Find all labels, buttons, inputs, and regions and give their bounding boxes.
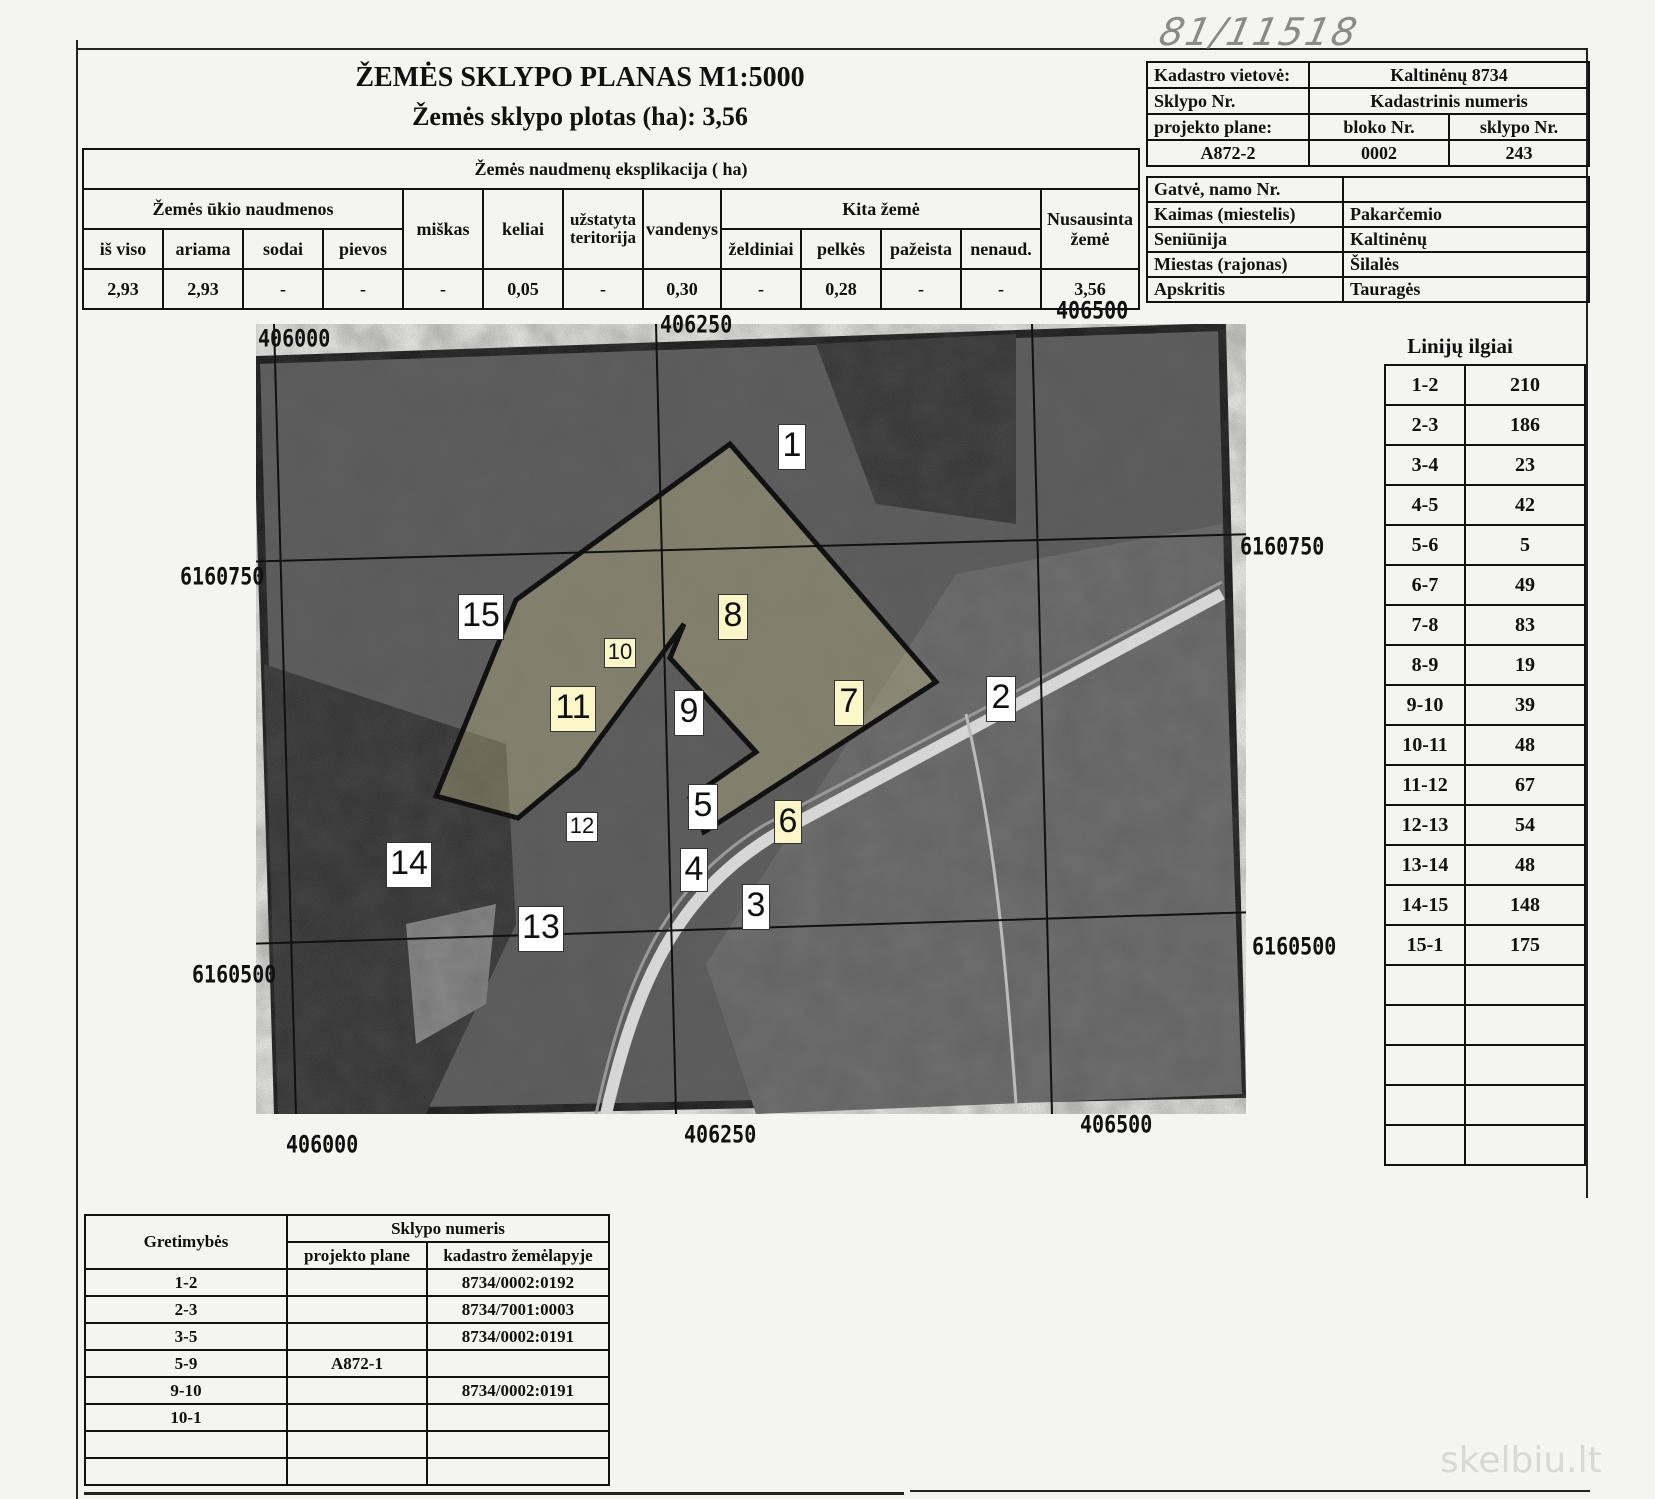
point-label-15: 15	[458, 594, 504, 640]
length-cell: 186	[1465, 405, 1585, 445]
neigh-seg: 3-5	[85, 1323, 287, 1350]
segment-cell: 5-6	[1385, 525, 1465, 565]
segment-cell: 7-8	[1385, 605, 1465, 645]
neigh-cad: 8734/0002:0192	[427, 1269, 609, 1296]
value-cell: -	[563, 269, 643, 309]
length-cell: 42	[1465, 485, 1585, 525]
empty-cell	[85, 1431, 287, 1458]
length-cell: 5	[1465, 525, 1585, 565]
segment-cell: 11-12	[1385, 765, 1465, 805]
green-header: želdiniai	[721, 229, 801, 269]
neigh-cad: 8734/0002:0191	[427, 1377, 609, 1404]
empty-cell	[85, 1458, 287, 1485]
length-cell: 39	[1465, 685, 1585, 725]
segment-cell: 15-1	[1385, 925, 1465, 965]
neigh-seg: 2-3	[85, 1296, 287, 1323]
cad-number-label: Kadastrinis numeris	[1309, 88, 1589, 114]
coord-y-left-6160750: 6160750	[180, 561, 265, 591]
neigh-seg: 10-1	[85, 1404, 287, 1431]
address-value: Šilalės	[1343, 252, 1589, 277]
point-label-2: 2	[986, 676, 1016, 722]
value-cell: 0,05	[483, 269, 563, 309]
segment-cell: 2-3	[1385, 405, 1465, 445]
bottom-line-right	[910, 1490, 1590, 1492]
value-cell: -	[961, 269, 1041, 309]
coord-x-bottom-406500: 406500	[1080, 1109, 1153, 1139]
length-cell: 83	[1465, 605, 1585, 645]
point-label-12: 12	[566, 812, 598, 842]
water-header: vandenys	[643, 189, 721, 269]
roads-header: keliai	[483, 189, 563, 269]
lines-title: Linijų ilgiai	[1407, 334, 1513, 358]
segment-cell: 12-13	[1385, 805, 1465, 845]
block-label: bloko Nr.	[1309, 114, 1449, 140]
empty-cell	[287, 1458, 427, 1485]
point-label-5: 5	[688, 784, 718, 830]
value-cell: -	[881, 269, 961, 309]
neigh-cad	[427, 1404, 609, 1431]
address-value: Tauragės	[1343, 277, 1589, 302]
plot-label-1: Sklypo Nr.	[1147, 88, 1309, 114]
point-label-10: 10	[604, 638, 636, 668]
total-header: iš viso	[83, 229, 163, 269]
coord-x-bottom-406000: 406000	[286, 1129, 359, 1159]
point-label-9: 9	[674, 690, 704, 736]
neigh-project	[287, 1377, 427, 1404]
empty-cell	[287, 1431, 427, 1458]
frame-top-line	[76, 48, 1588, 50]
plan-title: ŽEMĖS SKLYPO PLANAS M1:5000	[355, 62, 805, 93]
neigh-cad: 8734/0002:0191	[427, 1323, 609, 1350]
empty-cell	[1465, 965, 1585, 1005]
segment-cell: 8-9	[1385, 645, 1465, 685]
neighbours-table	[84, 1214, 610, 1486]
empty-cell	[1385, 1045, 1465, 1085]
length-cell: 19	[1465, 645, 1585, 685]
address-value	[1343, 177, 1589, 202]
explication-values-row	[83, 269, 1139, 309]
value-cell: 3,56	[1041, 269, 1139, 309]
address-label: Kaimas (miestelis)	[1147, 202, 1343, 227]
point-label-1: 1	[778, 424, 806, 470]
coord-x-top-406500: 406500	[1056, 295, 1129, 325]
unused-header: nenaud.	[961, 229, 1041, 269]
neigh-seg: 5-9	[85, 1350, 287, 1377]
point-label-13: 13	[518, 906, 564, 952]
value-cell: 2,93	[163, 269, 243, 309]
neigh-cad	[427, 1350, 609, 1377]
empty-cell	[1385, 1005, 1465, 1045]
empty-cell	[427, 1458, 609, 1485]
length-cell: 148	[1465, 885, 1585, 925]
plot-label-2: projekto plane:	[1147, 114, 1309, 140]
aerial-map	[256, 324, 1246, 1114]
length-cell: 54	[1465, 805, 1585, 845]
value-cell: 0,28	[801, 269, 881, 309]
segment-cell: 9-10	[1385, 685, 1465, 725]
address-label: Gatvė, namo Nr.	[1147, 177, 1343, 202]
coord-x-top-406000: 406000	[258, 323, 331, 353]
coord-x-top-406250: 406250	[660, 309, 733, 339]
address-value: Pakarčemio	[1343, 202, 1589, 227]
point-label-3: 3	[742, 884, 770, 930]
damaged-header: pažeista	[881, 229, 961, 269]
length-cell: 23	[1465, 445, 1585, 485]
empty-cell	[1465, 1125, 1585, 1165]
empty-cell	[1385, 965, 1465, 1005]
value-cell: -	[403, 269, 483, 309]
length-cell: 67	[1465, 765, 1585, 805]
meadows-header: pievos	[323, 229, 403, 269]
neigh-seg: 1-2	[85, 1269, 287, 1296]
arable-header: ariama	[163, 229, 243, 269]
segment-cell: 10-11	[1385, 725, 1465, 765]
segment-cell: 6-7	[1385, 565, 1465, 605]
length-cell: 210	[1465, 365, 1585, 405]
address-value: Kaltinėnų	[1343, 227, 1589, 252]
neigh-project	[287, 1404, 427, 1431]
address-label: Miestas (rajonas)	[1147, 252, 1343, 277]
point-label-4: 4	[680, 848, 708, 892]
length-cell: 48	[1465, 845, 1585, 885]
locality-value: Kaltinėnų 8734	[1309, 62, 1589, 88]
empty-cell	[1465, 1005, 1585, 1045]
empty-cell	[1465, 1045, 1585, 1085]
coord-y-right-6160750: 6160750	[1240, 531, 1325, 561]
locality-label: Kadastro vietovė:	[1147, 62, 1309, 88]
address-label: Seniūnija	[1147, 227, 1343, 252]
line-lengths-table	[1384, 364, 1586, 1166]
segment-cell: 13-14	[1385, 845, 1465, 885]
neigh-project	[287, 1296, 427, 1323]
length-cell: 49	[1465, 565, 1585, 605]
cadastre-table	[1146, 61, 1590, 167]
empty-cell	[1465, 1085, 1585, 1125]
coord-y-left-6160500: 6160500	[192, 959, 277, 989]
point-label-11: 11	[550, 686, 596, 732]
block-value: 0002	[1309, 140, 1449, 166]
neighbours-header: Gretimybės	[85, 1215, 287, 1269]
explication-caption: Žemės naudmenų eksplikacija ( ha)	[83, 149, 1139, 189]
swamps-header: pelkės	[801, 229, 881, 269]
empty-cell	[427, 1431, 609, 1458]
neigh-project: A872-1	[287, 1350, 427, 1377]
plot-number-header: Sklypo numeris	[287, 1215, 609, 1242]
point-label-6: 6	[774, 800, 802, 844]
segment-cell: 14-15	[1385, 885, 1465, 925]
length-cell: 48	[1465, 725, 1585, 765]
bottom-line-left	[84, 1492, 904, 1495]
cadmap-header: kadastro žemėlapyje	[427, 1242, 609, 1269]
coord-y-right-6160500: 6160500	[1252, 931, 1337, 961]
point-label-14: 14	[386, 842, 432, 888]
segment-cell: 4-5	[1385, 485, 1465, 525]
value-cell: -	[721, 269, 801, 309]
plot-no-value: 243	[1449, 140, 1589, 166]
project-header: projekto plane	[287, 1242, 427, 1269]
orchards-header: sodai	[243, 229, 323, 269]
neigh-seg: 9-10	[85, 1377, 287, 1404]
length-cell: 175	[1465, 925, 1585, 965]
watermark: skelbiu.lt	[1440, 1440, 1602, 1481]
coord-x-bottom-406250: 406250	[684, 1119, 757, 1149]
value-cell: -	[243, 269, 323, 309]
plot-area: Žemės sklypo plotas (ha): 3,56	[412, 102, 748, 131]
point-label-7: 7	[834, 680, 864, 726]
empty-cell	[1385, 1085, 1465, 1125]
neigh-project	[287, 1269, 427, 1296]
point-label-8: 8	[718, 594, 748, 640]
other-group-header: Kita žemė	[721, 189, 1041, 229]
address-table	[1146, 176, 1590, 303]
forest-header: miškas	[403, 189, 483, 269]
plot-value: A872-2	[1147, 140, 1309, 166]
drained-header: Nusausinta žemė	[1041, 189, 1139, 269]
address-label: Apskritis	[1147, 277, 1343, 302]
neigh-project	[287, 1323, 427, 1350]
value-cell: 2,93	[83, 269, 163, 309]
agri-group-header: Žemės ūkio naudmenos	[83, 189, 403, 229]
value-cell: 0,30	[643, 269, 721, 309]
explication-table	[82, 148, 1140, 310]
plot-no-label: sklypo Nr.	[1449, 114, 1589, 140]
segment-cell: 1-2	[1385, 365, 1465, 405]
frame-left-line	[76, 40, 78, 1499]
handwritten-number: 81/11518	[1155, 10, 1363, 54]
segment-cell: 3-4	[1385, 445, 1465, 485]
empty-cell	[1385, 1125, 1465, 1165]
neigh-cad: 8734/7001:0003	[427, 1296, 609, 1323]
built-header: užstatyta teritorija	[563, 189, 643, 269]
value-cell: -	[323, 269, 403, 309]
